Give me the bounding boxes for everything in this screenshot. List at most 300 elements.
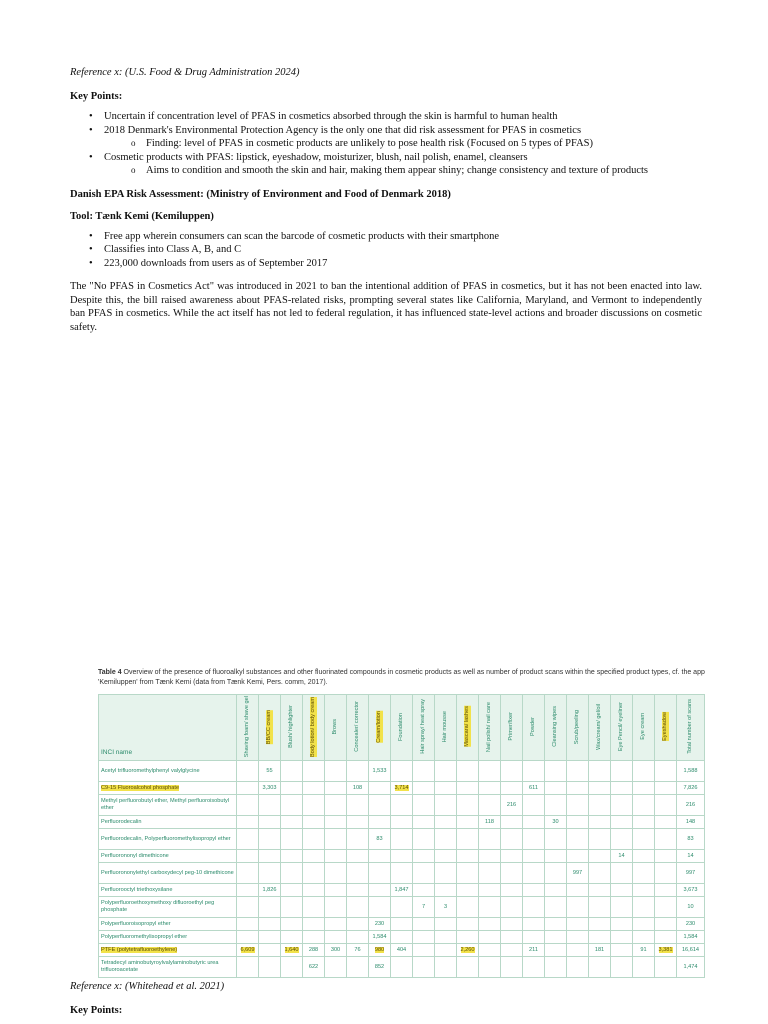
table-cell xyxy=(237,931,259,944)
list-item xyxy=(104,151,702,178)
table-cell xyxy=(479,863,501,884)
document-body-continued xyxy=(70,980,702,1024)
table-cell xyxy=(303,795,325,816)
column-header-label: Eye Pencil/ eyeliner xyxy=(618,702,624,752)
table-cell xyxy=(281,782,303,795)
cell-value: 980 xyxy=(374,946,385,953)
table-row xyxy=(99,850,705,863)
list-item-text: Cosmetic products with PFAS: lipstick, eyeshadow, moisturizer, blush, nail polish, enamel, cleansers xyxy=(104,151,528,163)
table-cell xyxy=(633,957,655,978)
table-cell xyxy=(589,850,611,863)
table-cell xyxy=(281,918,303,931)
table-cell xyxy=(457,829,479,850)
table-cell xyxy=(369,795,391,816)
table-cell xyxy=(391,863,413,884)
table-cell xyxy=(655,816,677,829)
table-cell xyxy=(479,944,501,957)
cell-value: 2,260 xyxy=(460,946,475,953)
table-cell xyxy=(523,829,545,850)
cell-value: 10 xyxy=(687,903,694,910)
table-figure xyxy=(98,668,706,978)
table-cell xyxy=(589,863,611,884)
cell-value: 611 xyxy=(529,784,538,791)
table-cell xyxy=(281,957,303,978)
table-cell xyxy=(523,918,545,931)
table-cell xyxy=(347,918,369,931)
table-cell xyxy=(655,884,677,897)
column-header xyxy=(523,695,545,761)
table-row xyxy=(99,918,705,931)
cell-value: 404 xyxy=(396,946,407,953)
table-row xyxy=(99,944,705,957)
table-cell xyxy=(457,957,479,978)
table-cell xyxy=(611,944,633,957)
table-cell xyxy=(237,761,259,782)
column-header-inci: INCI name xyxy=(99,695,237,761)
table-cell xyxy=(501,850,523,863)
cell-value: 300 xyxy=(330,946,341,953)
table-cell-name xyxy=(99,761,237,782)
table-row xyxy=(99,957,705,978)
table-cell xyxy=(303,884,325,897)
table-cell xyxy=(501,829,523,850)
cell-value: 1,584 xyxy=(372,933,387,940)
column-header xyxy=(567,695,589,761)
table-cell xyxy=(589,782,611,795)
column-header xyxy=(479,695,501,761)
list-item: • Free app wherein consumers can scan the barcode of cosmetic products with their smartphone xyxy=(104,230,702,244)
table-cell xyxy=(325,918,347,931)
table-cell xyxy=(677,795,705,816)
column-header xyxy=(589,695,611,761)
table-cell xyxy=(369,918,391,931)
table-cell xyxy=(281,761,303,782)
table-cell xyxy=(435,957,457,978)
table-cell-name xyxy=(99,931,237,944)
cell-value: Methyl perfluorobutyl ether, Methyl perfluoroisobutyl ether xyxy=(101,798,230,812)
table-cell xyxy=(347,761,369,782)
table-cell xyxy=(237,957,259,978)
column-header xyxy=(347,695,369,761)
table-cell xyxy=(435,897,457,918)
column-header-label: Cream/lotion xyxy=(376,710,382,743)
table-cell xyxy=(589,795,611,816)
column-header-label: Foundation xyxy=(398,712,404,741)
table-cell xyxy=(237,918,259,931)
table-cell xyxy=(611,884,633,897)
column-header xyxy=(501,695,523,761)
cell-value: 1,533 xyxy=(372,767,387,774)
table-cell xyxy=(435,863,457,884)
cell-value: 997 xyxy=(685,869,696,876)
table-cell xyxy=(391,918,413,931)
table-cell xyxy=(589,897,611,918)
table-cell xyxy=(369,944,391,957)
table-cell xyxy=(611,795,633,816)
cell-value: 1,474 xyxy=(683,963,698,970)
pfas-act-paragraph: The "No PFAS in Cosmetics Act" was introduced in 2021 to ban the intentional addition of PFAS in cosmetics, but it has not been enacted into law. Despite this, the bill raised awareness about PFAS-related risks, prompting several states like California, Maryland, and Vermont to independently ban PFAS in cosmetics. While the act itself has not led to federal regulation, it has influenced state-level actions and broader discussions on cosmetic safety. xyxy=(70,281,702,333)
table-cell-name xyxy=(99,884,237,897)
key-points-heading: Key Points: xyxy=(70,91,123,102)
table-cell xyxy=(281,944,303,957)
column-header xyxy=(325,695,347,761)
table-cell xyxy=(347,884,369,897)
cell-value: 181 xyxy=(594,946,605,953)
table-cell xyxy=(655,897,677,918)
table-cell xyxy=(501,918,523,931)
table-cell xyxy=(523,863,545,884)
table-cell xyxy=(413,761,435,782)
table-cell xyxy=(347,782,369,795)
table-cell xyxy=(435,795,457,816)
table-cell xyxy=(545,897,567,918)
table-body xyxy=(99,761,705,978)
table-cell xyxy=(479,795,501,816)
column-header xyxy=(611,695,633,761)
table-cell xyxy=(677,897,705,918)
table-row xyxy=(99,931,705,944)
column-header-label: Mascara/ lashes xyxy=(464,706,470,747)
table-cell xyxy=(325,931,347,944)
cell-value: C9-15 Fluoroalcohol phosphate xyxy=(101,784,180,791)
table-cell xyxy=(237,884,259,897)
cell-value: 3 xyxy=(443,903,448,910)
table-cell xyxy=(523,897,545,918)
table-cell xyxy=(237,863,259,884)
key-points-list xyxy=(70,110,702,178)
table-cell xyxy=(611,816,633,829)
cell-value: 3,714 xyxy=(394,784,409,791)
cell-value: Polyperfluoromethylisopropyl ether xyxy=(101,933,188,940)
table-cell xyxy=(567,816,589,829)
column-header-label: Eye cream xyxy=(640,713,646,740)
table-cell xyxy=(303,944,325,957)
table-cell xyxy=(611,782,633,795)
table-cell xyxy=(457,850,479,863)
table-cell xyxy=(589,957,611,978)
table-cell xyxy=(347,829,369,850)
table-cell xyxy=(413,931,435,944)
table-cell xyxy=(655,761,677,782)
table-cell xyxy=(545,795,567,816)
table-cell xyxy=(677,863,705,884)
table-cell xyxy=(501,795,523,816)
table-cell xyxy=(281,850,303,863)
table-cell xyxy=(567,863,589,884)
column-header xyxy=(655,695,677,761)
sub-list xyxy=(104,164,702,178)
cell-value: 1,826 xyxy=(262,886,277,893)
table-cell xyxy=(325,761,347,782)
table-cell xyxy=(611,761,633,782)
table-cell xyxy=(303,931,325,944)
table-cell xyxy=(677,829,705,850)
table-cell xyxy=(237,782,259,795)
table-cell xyxy=(435,884,457,897)
table-cell xyxy=(369,761,391,782)
table-cell xyxy=(633,761,655,782)
table-cell xyxy=(677,761,705,782)
table-cell xyxy=(281,931,303,944)
table-cell xyxy=(259,816,281,829)
table-cell xyxy=(523,884,545,897)
column-header xyxy=(259,695,281,761)
table-cell xyxy=(633,850,655,863)
cell-value: 16,614 xyxy=(681,946,700,953)
column-header-label: BB/CC cream xyxy=(266,709,272,744)
tool-list xyxy=(70,230,702,271)
table-cell xyxy=(479,782,501,795)
table-cell xyxy=(479,918,501,931)
cell-value: Polyperfluoroethoxymethoxy difluoroethyl peg phosphate xyxy=(101,900,215,914)
table-cell xyxy=(391,931,413,944)
table-cell xyxy=(347,957,369,978)
table-cell xyxy=(259,795,281,816)
table-cell-name xyxy=(99,918,237,931)
table-cell xyxy=(391,782,413,795)
table-cell xyxy=(589,761,611,782)
table-cell xyxy=(567,829,589,850)
table-cell xyxy=(303,863,325,884)
table-cell xyxy=(259,782,281,795)
column-header xyxy=(413,695,435,761)
table-cell xyxy=(325,897,347,918)
table-cell xyxy=(589,918,611,931)
table-cell xyxy=(589,829,611,850)
table-cell xyxy=(523,944,545,957)
table-cell xyxy=(369,850,391,863)
column-header-label: Eyeshadow xyxy=(662,712,668,742)
table-cell xyxy=(457,897,479,918)
table-cell xyxy=(655,863,677,884)
cell-value: 1,584 xyxy=(683,933,698,940)
table-cell-name xyxy=(99,863,237,884)
table-cell xyxy=(259,957,281,978)
column-header-label: Concealer/ corrector xyxy=(354,701,360,752)
table-cell xyxy=(567,850,589,863)
table-cell-name xyxy=(99,957,237,978)
table-cell xyxy=(413,863,435,884)
table-cell xyxy=(237,795,259,816)
table-row xyxy=(99,897,705,918)
table-cell xyxy=(259,944,281,957)
table-cell xyxy=(391,795,413,816)
table-cell xyxy=(567,795,589,816)
table-cell xyxy=(501,897,523,918)
cell-value: 118 xyxy=(485,818,494,825)
cell-value: Perfluorodecalin, Polyperfluoromethylisopropyl ether xyxy=(101,835,231,842)
cell-value: Perfluorodecalin xyxy=(101,818,142,825)
table-cell xyxy=(369,931,391,944)
list-item-text: 2018 Denmark's Environmental Protection Agency is the only one that did risk assessment for PFAS in cosmetics xyxy=(104,124,582,136)
table-cell xyxy=(479,931,501,944)
table-cell xyxy=(501,816,523,829)
table-cell xyxy=(611,918,633,931)
table-cell xyxy=(303,897,325,918)
table-cell xyxy=(655,795,677,816)
table-cell xyxy=(677,816,705,829)
table-cell xyxy=(325,957,347,978)
table-cell xyxy=(633,918,655,931)
table-cell xyxy=(347,816,369,829)
table-cell xyxy=(281,816,303,829)
table-cell xyxy=(523,957,545,978)
table-cell xyxy=(435,829,457,850)
key-points-heading: Key Points: xyxy=(70,1005,123,1016)
table-cell xyxy=(523,761,545,782)
cell-value: 3,303 xyxy=(262,784,277,791)
table-cell xyxy=(325,829,347,850)
table-cell xyxy=(435,816,457,829)
table-cell xyxy=(303,957,325,978)
table-cell xyxy=(237,897,259,918)
table-cell xyxy=(347,863,369,884)
list-item: • Classifies into Class A, B, and C xyxy=(104,243,702,257)
table-cell xyxy=(611,850,633,863)
cell-value: Perfluorononylethyl carboxydecyl peg-10 dimethicone xyxy=(101,869,234,876)
table-cell xyxy=(479,829,501,850)
table-cell xyxy=(545,863,567,884)
table-cell xyxy=(633,863,655,884)
cell-value: 1,847 xyxy=(394,886,409,893)
table-cell xyxy=(611,897,633,918)
table-cell xyxy=(567,761,589,782)
table-cell xyxy=(479,884,501,897)
table-cell xyxy=(259,850,281,863)
table-cell xyxy=(611,957,633,978)
table-cell xyxy=(391,829,413,850)
table-cell xyxy=(347,897,369,918)
table-cell xyxy=(413,918,435,931)
column-header-label: Body lotion/ body cream xyxy=(310,696,316,757)
table-cell xyxy=(237,829,259,850)
table-row xyxy=(99,829,705,850)
table-cell xyxy=(501,931,523,944)
column-header-label: Powder xyxy=(530,717,536,737)
table-cell xyxy=(435,761,457,782)
table-cell xyxy=(655,931,677,944)
table-cell xyxy=(567,931,589,944)
table-cell xyxy=(457,782,479,795)
table-cell xyxy=(479,957,501,978)
table-cell xyxy=(325,795,347,816)
table-cell xyxy=(259,918,281,931)
table-cell xyxy=(457,761,479,782)
table-cell xyxy=(567,957,589,978)
cell-value: 288 xyxy=(308,946,319,953)
cell-value: 997 xyxy=(572,869,583,876)
column-header xyxy=(457,695,479,761)
table-row xyxy=(99,884,705,897)
column-header-label: Nail polish/ nail care xyxy=(486,701,492,752)
column-header xyxy=(545,695,567,761)
table-cell xyxy=(677,884,705,897)
table-cell xyxy=(655,918,677,931)
table-cell-name xyxy=(99,897,237,918)
column-header xyxy=(303,695,325,761)
table-cell xyxy=(501,884,523,897)
column-header-label: Shaving foam/ shave gel xyxy=(244,696,250,758)
table-cell xyxy=(457,918,479,931)
column-header-label: Primer/fixer xyxy=(508,712,514,741)
table-header-row xyxy=(99,695,705,761)
table-cell xyxy=(523,931,545,944)
table-cell-name xyxy=(99,829,237,850)
table-cell xyxy=(347,944,369,957)
fluorinated-compounds-table xyxy=(98,694,705,978)
cell-value: 216 xyxy=(506,801,517,808)
table-cell xyxy=(325,850,347,863)
table-cell xyxy=(303,782,325,795)
list-item: • Uncertain if concentration level of PFAS in cosmetics absorbed through the skin is harmful to human health xyxy=(104,110,702,124)
table-cell xyxy=(677,850,705,863)
table-cell xyxy=(545,850,567,863)
cell-value: Tetradecyl aminobutyroylvalylaminobutyric urea trifluoroacetate xyxy=(101,960,219,974)
table-cell xyxy=(655,957,677,978)
table-cell xyxy=(633,884,655,897)
table-cell xyxy=(457,863,479,884)
cell-value: 14 xyxy=(618,852,625,859)
table-cell xyxy=(303,829,325,850)
column-header xyxy=(281,695,303,761)
table-cell xyxy=(281,897,303,918)
table-cell xyxy=(281,829,303,850)
table-cell xyxy=(413,944,435,957)
reference-whitehead: Reference x: (Whitehead et al. 2021) xyxy=(70,981,225,992)
table-cell xyxy=(501,957,523,978)
table-cell xyxy=(281,795,303,816)
table-cell-name xyxy=(99,944,237,957)
table-cell xyxy=(677,918,705,931)
column-header-label: Cleansing wipes xyxy=(552,706,558,747)
table-cell xyxy=(567,918,589,931)
table-cell xyxy=(435,918,457,931)
table-cell xyxy=(545,782,567,795)
table-cell xyxy=(259,931,281,944)
column-header xyxy=(435,695,457,761)
cell-value: 83 xyxy=(376,835,383,842)
cell-value: PTFE (polytetrafluoroethylene) xyxy=(101,946,178,953)
table-cell xyxy=(325,884,347,897)
table-cell xyxy=(545,761,567,782)
table-cell xyxy=(413,850,435,863)
table-cell xyxy=(435,944,457,957)
table-cell xyxy=(303,918,325,931)
table-cell xyxy=(325,782,347,795)
table-cell xyxy=(391,850,413,863)
table-cell xyxy=(457,884,479,897)
table-cell xyxy=(369,782,391,795)
table-cell xyxy=(413,829,435,850)
cell-value: 230 xyxy=(374,920,385,927)
table-cell xyxy=(237,944,259,957)
table-cell xyxy=(457,816,479,829)
table-cell xyxy=(677,931,705,944)
table-cell xyxy=(545,884,567,897)
table-cell xyxy=(303,761,325,782)
list-item xyxy=(104,124,702,151)
column-header-label: Wax/cream/ gel/oil xyxy=(596,703,602,750)
table-cell xyxy=(677,782,705,795)
cell-value: 7,826 xyxy=(683,784,698,791)
table-cell xyxy=(523,795,545,816)
table-cell xyxy=(545,944,567,957)
table-cell xyxy=(413,897,435,918)
cell-value: 216 xyxy=(685,801,696,808)
table-cell xyxy=(567,944,589,957)
cell-value: 1,588 xyxy=(683,767,698,774)
table-cell-name xyxy=(99,782,237,795)
